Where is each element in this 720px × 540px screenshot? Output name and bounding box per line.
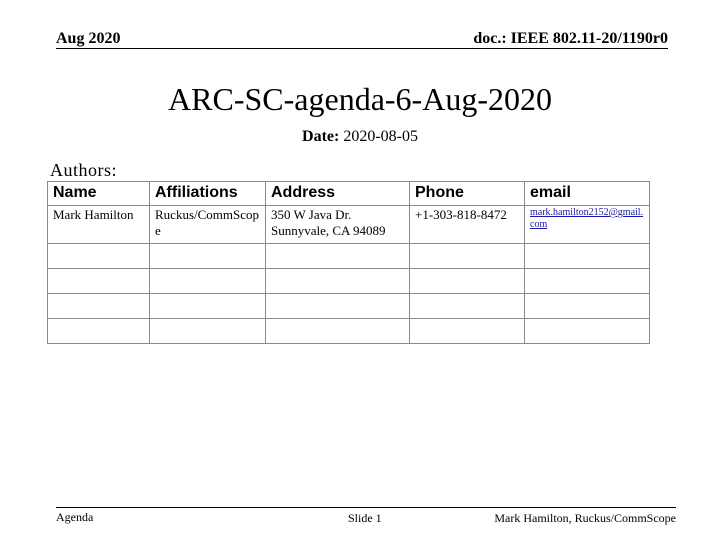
- slide-date: [0, 128, 720, 146]
- slide-title: ARC-SC-agenda-6-Aug-2020: [168, 81, 552, 117]
- author-name: Mark Hamilton: [48, 206, 150, 244]
- author-email-link[interactable]: mark.hamilton2152@gmail.com: [525, 206, 650, 244]
- table-row: [48, 244, 650, 269]
- address-line-1: 350 W Java Dr.: [271, 207, 352, 222]
- table-row: [48, 269, 650, 294]
- footer-left: Agenda: [56, 510, 94, 524]
- date-value: 2020-08-05: [343, 128, 418, 145]
- author-phone: +1-303-818-8472: [410, 206, 525, 244]
- footer-author: Mark Hamilton, Ruckus/CommScope: [494, 511, 676, 525]
- authors-label: Authors:: [50, 160, 117, 180]
- table-row: [48, 206, 650, 244]
- table-row: [48, 294, 650, 319]
- column-header-address: Address: [266, 182, 410, 206]
- footer-slide-number: Slide 1: [348, 511, 382, 525]
- authors-table: [47, 181, 650, 344]
- column-header-name: Name: [48, 182, 150, 206]
- column-header-email: email: [525, 182, 650, 206]
- header-doc-id: doc.: IEEE 802.11-20/1190r0: [473, 30, 668, 47]
- address-line-2: Sunnyvale, CA 94089: [271, 223, 386, 238]
- header-divider: [56, 48, 668, 49]
- column-header-phone: Phone: [410, 182, 525, 206]
- date-label: Date:: [302, 128, 340, 145]
- table-header-row: [48, 182, 650, 206]
- header-date: Aug 2020: [56, 30, 121, 47]
- author-address: [266, 206, 410, 244]
- table-row: [48, 319, 650, 344]
- column-header-affiliations: Affiliations: [150, 182, 266, 206]
- author-affiliation: Ruckus/CommScope: [150, 206, 266, 244]
- footer-divider: [56, 507, 676, 508]
